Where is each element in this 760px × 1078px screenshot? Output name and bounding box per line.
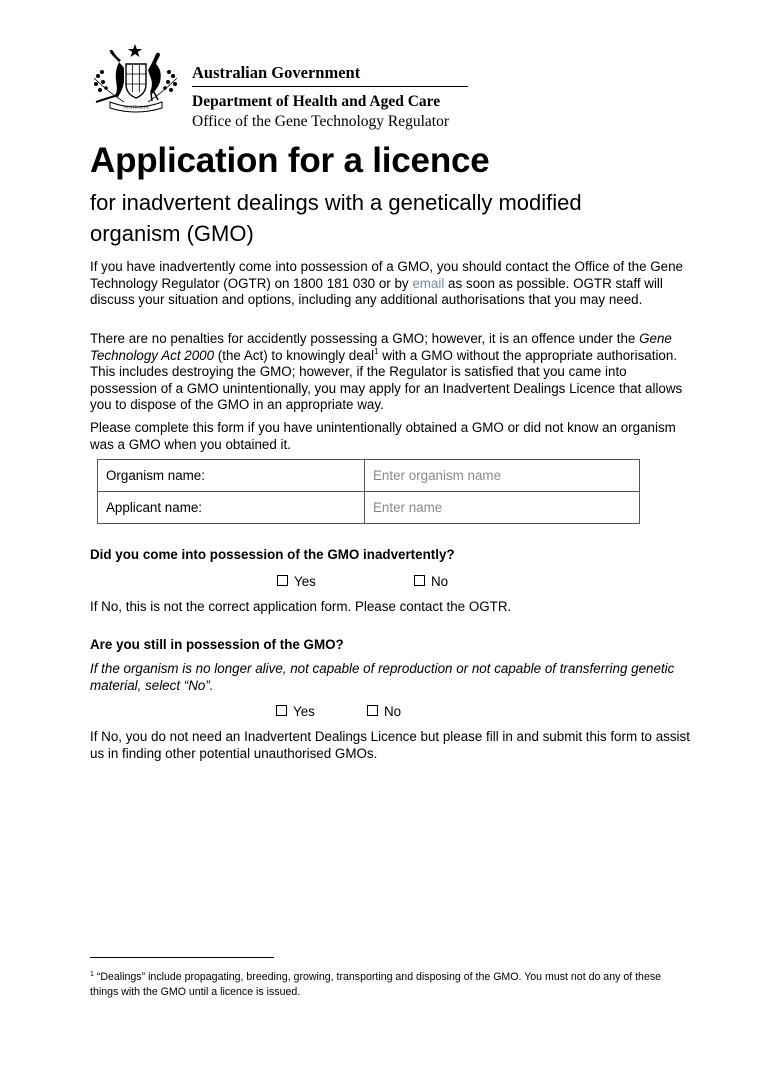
intro-paragraph-2 [90, 331, 690, 414]
page-subtitle: for inadvertent dealings with a genetically modified organism (GMO) [90, 190, 582, 246]
q2-yes-label: Yes [293, 704, 315, 719]
government-name: Australian Government [192, 63, 361, 82]
header-divider [192, 86, 468, 87]
footnote [90, 970, 690, 999]
intro-p1-text-b: as soon as possible. OGTR staff will discuss your situation and options, including any additional authorisations that you may need. [90, 275, 663, 308]
intro-p2-text-a: There are no penalties for accidently possessing a GMO; however, it is an offence under the [90, 331, 640, 346]
q1-no-option[interactable] [414, 574, 448, 589]
q2-no-label: No [384, 704, 402, 719]
details-table [97, 459, 640, 524]
department-name: Department of Health and Aged Care [192, 93, 441, 110]
act-title: Gene Technology Act 2000 [90, 331, 672, 363]
crest-ribbon-text: AUSTRALIA [123, 104, 149, 110]
q2-no-option[interactable] [367, 704, 401, 719]
q2-hint: If the organism is no longer alive, not capable of reproduction or not capable of transferring genetic material, select “No”. [90, 661, 675, 693]
footnote-reference: 1 [374, 346, 379, 356]
coat-of-arms-logo [88, 42, 183, 114]
q2-yes-option[interactable] [276, 704, 315, 719]
table-row [98, 460, 640, 492]
footnote-divider [90, 957, 274, 958]
checkbox-icon[interactable] [277, 575, 288, 586]
applicant-name-label: Applicant name: [98, 492, 365, 524]
checkbox-icon[interactable] [276, 705, 287, 716]
intro-p2-text-c: with a GMO without the appropriate authorisation. This includes destroying the GMO; however, if the Regulator is satisfied that you came into possession of a GMO unintentionally, you may apply for an Inadvertent Dealings Licence that allows you to dispose of the GMO in an appropriate way. [90, 347, 683, 413]
footnote-text: “Dealings” include propagating, breeding, growing, transporting and disposing of the GMO. You must not do any of these things with the GMO until a licence is issued. [90, 971, 662, 998]
checkbox-icon[interactable] [414, 575, 425, 586]
question-possession: Are you still in possession of the GMO? [90, 637, 344, 652]
letterhead [88, 42, 488, 132]
applicant-name-field[interactable]: Enter name [365, 492, 640, 524]
intro-p2-text-b: (the Act) to knowingly deal [214, 347, 375, 363]
email-link[interactable]: email [412, 275, 445, 291]
q1-note: If No, this is not the correct application form. Please contact the OGTR. [90, 599, 512, 614]
office-name: Office of the Gene Technology Regulator [192, 113, 450, 130]
intro-paragraph-1 [90, 259, 690, 309]
table-row [98, 492, 640, 524]
intro-p1-text-a: If you have inadvertently come into possession of a GMO, you should contact the Office of the Gene Technology Regulator (OGTR) on 1800 181 030 or by [90, 259, 683, 291]
intro-paragraph-3: Please complete this form if you have unintentionally obtained a GMO or did not know an organism was a GMO when you obtained it. [90, 420, 676, 452]
page-title: Application for a licence [90, 141, 490, 180]
q1-no-label: No [431, 574, 449, 589]
q1-yes-label: Yes [294, 574, 316, 589]
organism-name-field[interactable]: Enter organism name [365, 460, 640, 492]
organism-name-label: Organism name: [98, 460, 365, 492]
q2-note: If No, you do not need an Inadvertent Dealings Licence but please fill in and submit this form to assist us in finding other potential unauthorised GMOs. [90, 729, 690, 761]
checkbox-icon[interactable] [367, 705, 378, 716]
question-inadvertent: Did you come into possession of the GMO inadvertently? [90, 547, 455, 562]
footnote-marker: 1 [90, 971, 94, 978]
q1-yes-option[interactable] [277, 574, 316, 589]
